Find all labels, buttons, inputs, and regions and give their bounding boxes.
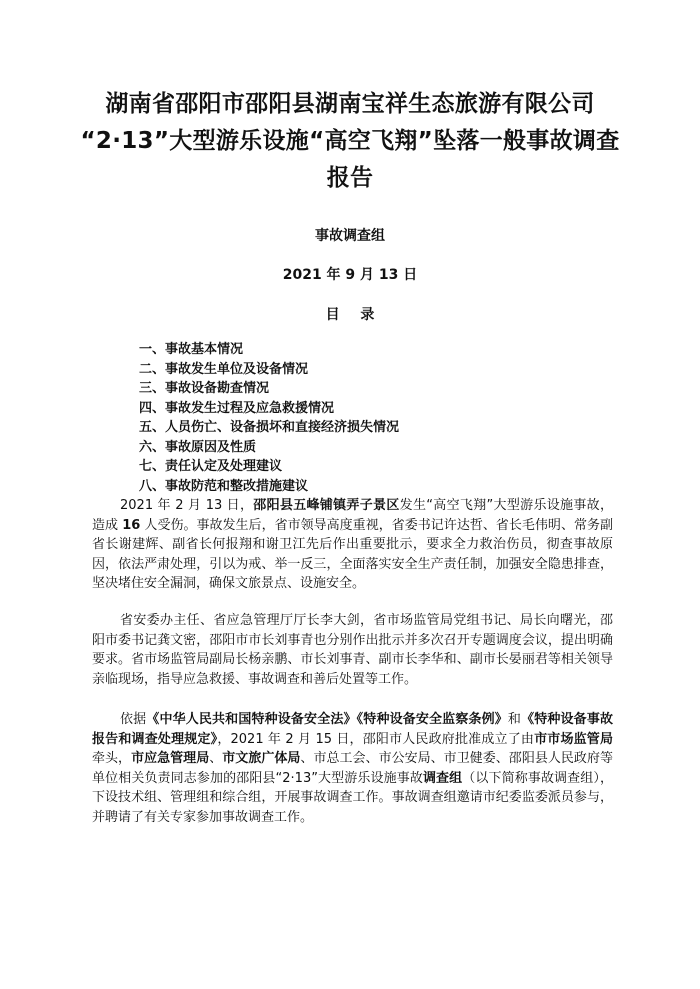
text-span: 和 bbox=[507, 712, 522, 727]
toc-item: 五、人员伤亡、设备损坏和直接经济损失情况 bbox=[139, 420, 400, 435]
agency-culture-tourism: 市文旅广体局 bbox=[222, 751, 301, 766]
document-title bbox=[60, 86, 640, 197]
toc-item: 一、事故基本情况 bbox=[139, 342, 244, 357]
text-span: 省安委办主任、省应急管理厅厅长李大剑，省市场监管局党组书记、局长向曙光，邵阳市委书记龚文密，邵阳市市长刘事青也分别作出批示并多次召开专题调度会议，提出明确要求。省市场监管局副局长杨亲鹏、市长刘事青、副市长李华和、副市长晏丽君等相关领导亲临现场，指导应急救援、事故调查和善后处置等工作。 bbox=[92, 613, 613, 687]
text-span: 发生“高空飞翔”大型游乐设施事故，造成 bbox=[92, 498, 613, 533]
regulation-reference: 《特种设备事故报告和调查处理规定》 bbox=[92, 712, 613, 747]
lead-agency: 市市场监管局 bbox=[534, 731, 613, 747]
table-of-contents bbox=[139, 340, 399, 496]
injured-count: 16 bbox=[122, 517, 141, 533]
toc-item: 二、事故发生单位及设备情况 bbox=[139, 361, 309, 377]
text-span: 依据 bbox=[120, 712, 147, 727]
toc-item: 八、事故防范和整改措施建议 bbox=[139, 478, 309, 494]
report-date: 2021 年 9 月 13 日 bbox=[282, 267, 418, 283]
text-span: 2021 年 2 月 13 日， bbox=[120, 498, 254, 513]
text-span: 、市总工会、市公安局、市卫健委、邵阳县人民政府等单位相关负责同志参加的邵阳县“2·13”大型游乐设施事故 bbox=[92, 751, 613, 786]
text-span: 人受伤。事故发生后，省市领导高度重视，省委书记许达哲、省长毛伟明、常务副省长谢建辉、副省长何报翔和谢卫江先后作出重要批示，要求全力救治伤员，彻查事故原因，依法严肃处理，引以为戒、举一反三，全面落实安全生产责任制，加强安全隐患排查，坚决堵住安全漏洞，确保文旅景点、设施安全。 bbox=[92, 517, 613, 591]
title-line-2: “2·13”大型游乐设施“高空飞翔”坠落一般事故调查 bbox=[80, 128, 620, 154]
toc-item: 六、事故原因及性质 bbox=[139, 439, 257, 455]
toc-item: 三、事故设备勘查情况 bbox=[139, 381, 270, 396]
author-org: 事故调查组 bbox=[315, 228, 385, 244]
law-references: 《中华人民共和国特种设备安全法》《特种设备安全监察条例》 bbox=[146, 712, 508, 727]
toc-title: 目 录 bbox=[325, 307, 383, 323]
text-span: （以下简称事故调查组），下设技术组、管理组和综合组，开展事故调查工作。事故调查组邀请市纪委监委派员参与，并聘请了有关专家参加事故调查工作。 bbox=[92, 770, 613, 825]
title-line-3: 报告 bbox=[326, 165, 374, 191]
paragraph-investigation-basis bbox=[92, 710, 613, 827]
text-span: 牵头， bbox=[92, 751, 132, 766]
investigation-team: 调查组 bbox=[422, 770, 463, 786]
paragraph-incident-summary bbox=[92, 496, 613, 594]
text-span: 、 bbox=[209, 751, 223, 766]
toc-item: 七、责任认定及处理建议 bbox=[139, 459, 283, 474]
paragraph-leadership-response bbox=[92, 611, 613, 689]
title-line-1: 湖南省邵阳市邵阳县湖南宝祥生态旅游有限公司 bbox=[105, 91, 595, 117]
incident-location: 邵阳县五峰铺镇弄子景区 bbox=[253, 498, 400, 513]
text-span: ，2021 年 2 月 15 日，邵阳市人民政府批准成立了由 bbox=[217, 731, 535, 747]
agency-emergency: 市应急管理局 bbox=[131, 751, 210, 766]
toc-item: 四、事故发生过程及应急救援情况 bbox=[139, 400, 335, 416]
